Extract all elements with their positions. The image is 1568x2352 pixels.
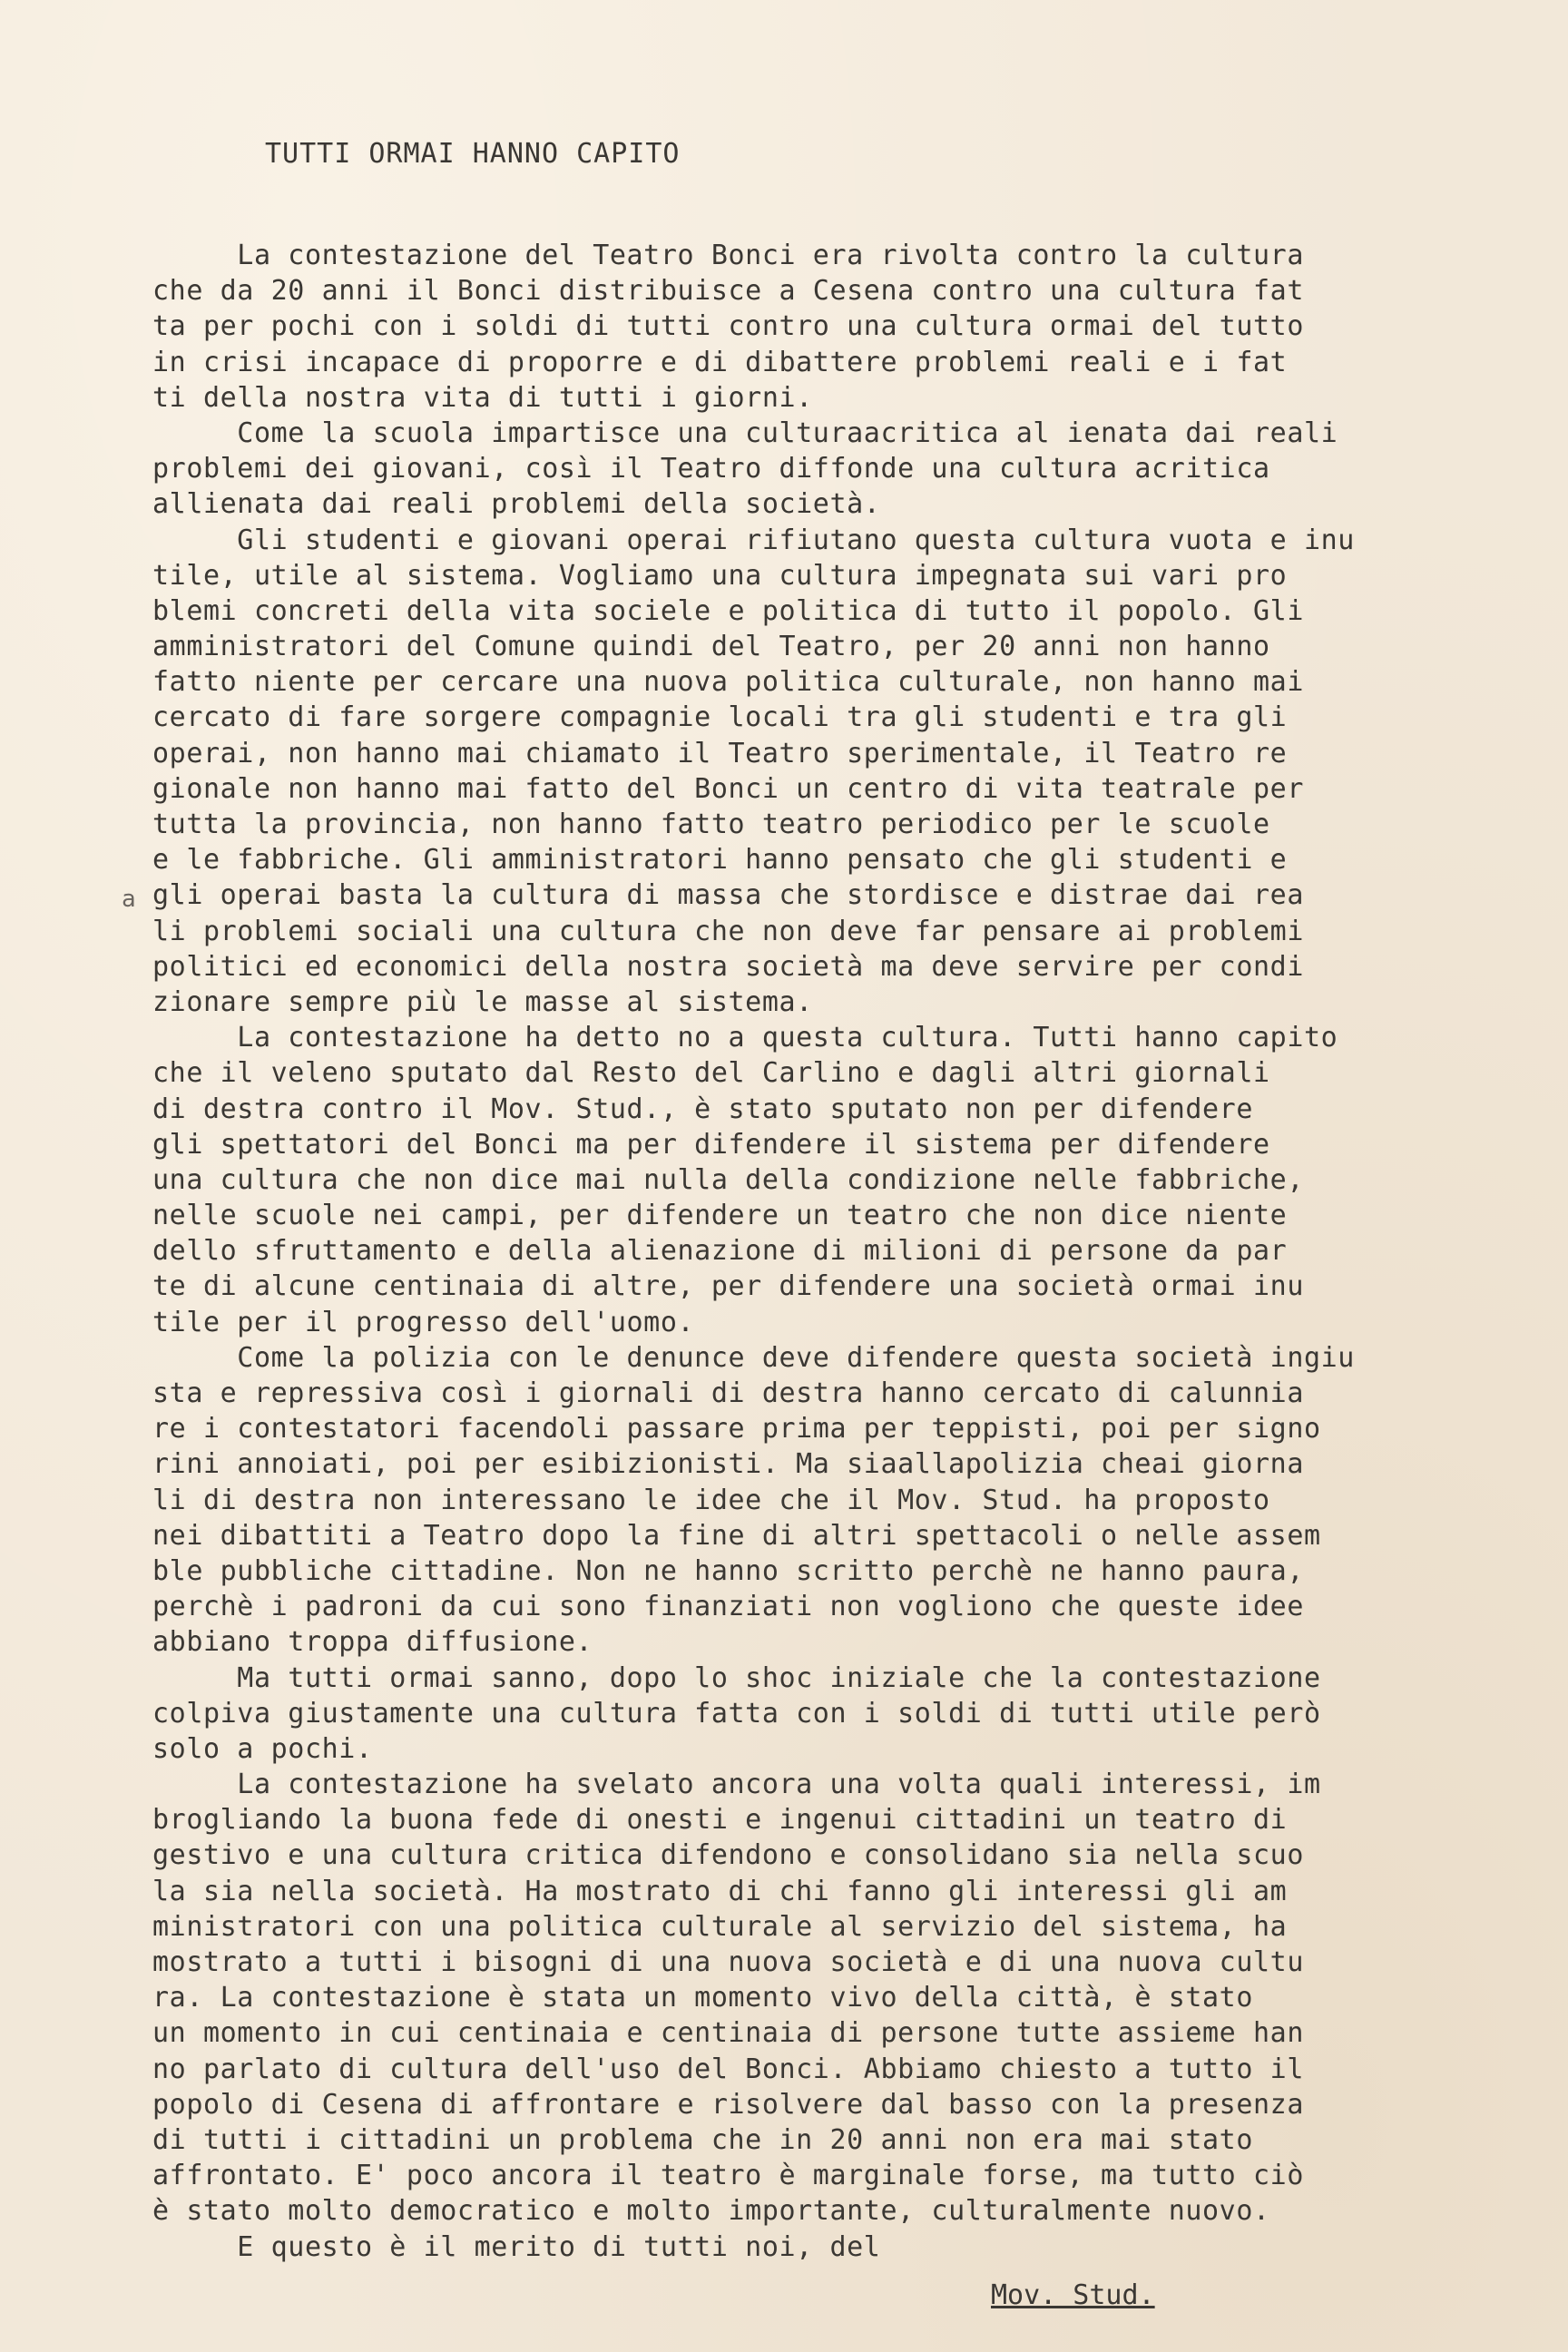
text-line: ta per pochi con i soldi di tutti contro una cultura ormai del tutto bbox=[152, 310, 1304, 343]
document-body bbox=[152, 238, 1441, 2265]
text-line: sta e repressiva così i giornali di destra hanno cercato di calunnia bbox=[152, 1377, 1304, 1409]
text-line: politici ed economici della nostra società ma deve servire per condi bbox=[152, 950, 1304, 983]
text-line: E questo è il merito di tutti noi, del bbox=[152, 2230, 881, 2263]
text-line: Gli studenti e giovani operai rifiutano questa cultura vuota e inu bbox=[152, 524, 1355, 556]
text-line: la sia nella società. Ha mostrato di chi fanno gli interessi gli am bbox=[152, 1875, 1288, 1907]
text-line: gli spettatori del Bonci ma per difendere il sistema per difendere bbox=[152, 1128, 1270, 1161]
margin-mark: a bbox=[122, 886, 136, 913]
text-line: gli operai basta la cultura di massa che stordisce e distrae dai rea bbox=[152, 879, 1304, 912]
text-line: affrontato. E' poco ancora il teatro è marginale forse, ma tutto ciò bbox=[152, 2160, 1304, 2192]
text-line: di tutti i cittadini un problema che in 20 anni non era mai stato bbox=[152, 2123, 1253, 2156]
text-line: un momento in cui centinaia e centinaia di persone tutte assieme han bbox=[152, 2017, 1304, 2050]
text-line: problemi dei giovani, così il Teatro diffonde una cultura acritica bbox=[152, 453, 1270, 485]
text-line: mostrato a tutti i bisogni di una nuova società e di una nuova cultu bbox=[152, 1946, 1304, 1978]
text-line: che il veleno sputato dal Resto del Carlino e dagli altri giornali bbox=[152, 1057, 1270, 1090]
text-line: Come la polizia con le denunce deve difendere questa società ingiu bbox=[152, 1341, 1355, 1374]
text-line: nelle scuole nei campi, per difendere un teatro che non dice niente bbox=[152, 1200, 1288, 1232]
text-line: allienata dai reali problemi della società. bbox=[152, 488, 881, 521]
text-line: tutta la provincia, non hanno fatto teatro periodico per le scuole bbox=[152, 808, 1270, 840]
text-line: e le fabbriche. Gli amministratori hanno pensato che gli studenti e bbox=[152, 844, 1288, 877]
text-line: popolo di Cesena di affrontare e risolvere dal basso con la presenza bbox=[152, 2088, 1304, 2121]
text-line: dello sfruttamento e della alienazione di milioni di persone da par bbox=[152, 1235, 1288, 1268]
text-line: rini annoiati, poi per esibizionisti. Ma siaallapolizia cheai giorna bbox=[152, 1448, 1304, 1481]
text-line: ra. La contestazione è stata un momento vivo della città, è stato bbox=[152, 1982, 1253, 2014]
text-line: abbiano troppa diffusione. bbox=[152, 1626, 593, 1659]
document-title: TUTTI ORMAI HANNO CAPITO bbox=[265, 138, 681, 170]
text-line: La contestazione ha svelato ancora una volta quali interessi, im bbox=[152, 1769, 1321, 1801]
text-line: Come la scuola impartisce una culturaacritica al ienata dai reali bbox=[152, 416, 1338, 449]
text-line: perchè i padroni da cui sono finanziati non vogliono che queste idee bbox=[152, 1591, 1304, 1623]
text-line: colpiva giustamente una cultura fatta con i soldi di tutti utile però bbox=[152, 1697, 1321, 1730]
text-line: Ma tutti ormai sanno, dopo lo shoc iniziale che la contestazione bbox=[152, 1661, 1321, 1694]
text-line: tile per il progresso dell'uomo. bbox=[152, 1306, 695, 1338]
text-line: nei dibattiti a Teatro dopo la fine di altri spettacoli o nelle assem bbox=[152, 1519, 1321, 1552]
text-line: una cultura che non dice mai nulla della condizione nelle fabbriche, bbox=[152, 1163, 1304, 1196]
text-line: amministratori del Comune quindi del Teatro, per 20 anni non hanno bbox=[152, 631, 1270, 663]
text-line: operai, non hanno mai chiamato il Teatro sperimentale, il Teatro re bbox=[152, 737, 1288, 769]
text-line: zionare sempre più le masse al sistema. bbox=[152, 985, 813, 1018]
text-line: in crisi incapace di proporre e di dibattere problemi reali e i fat bbox=[152, 346, 1288, 378]
text-line: tile, utile al sistema. Vogliamo una cultura impegnata sui vari pro bbox=[152, 559, 1288, 592]
text-line: gionale non hanno mai fatto del Bonci un centro di vita teatrale per bbox=[152, 772, 1304, 805]
text-line: ministratori con una politica culturale al servizio del sistema, ha bbox=[152, 1910, 1288, 1943]
text-line: te di alcune centinaia di altre, per difendere una società ormai inu bbox=[152, 1270, 1304, 1303]
text-line: La contestazione ha detto no a questa cultura. Tutti hanno capito bbox=[152, 1022, 1338, 1054]
text-line: gestivo e una cultura critica difendono e consolidano sia nella scuo bbox=[152, 1839, 1304, 1872]
text-line: li di destra non interessano le idee che il Mov. Stud. ha proposto bbox=[152, 1484, 1270, 1516]
text-line: cercato di fare sorgere compagnie locali tra gli studenti e tra gli bbox=[152, 701, 1288, 734]
text-line: che da 20 anni il Bonci distribuisce a Cesena contro una cultura fat bbox=[152, 275, 1304, 308]
text-line: li problemi sociali una cultura che non deve far pensare ai problemi bbox=[152, 915, 1304, 947]
text-line: blemi concreti della vita sociele e politica di tutto il popolo. Gli bbox=[152, 594, 1304, 627]
text-line: è stato molto democratico e molto importante, culturalmente nuovo. bbox=[152, 2195, 1270, 2228]
text-line: re i contestatori facendoli passare prima per teppisti, poi per signo bbox=[152, 1413, 1321, 1446]
text-line: ble pubbliche cittadine. Non ne hanno scritto perchè ne hanno paura, bbox=[152, 1554, 1304, 1587]
signature: Mov. Stud. bbox=[991, 2279, 1155, 2311]
text-line: brogliando la buona fede di onesti e ingenui cittadini un teatro di bbox=[152, 1804, 1288, 1837]
text-line: no parlato di cultura dell'uso del Bonci. Abbiamo chiesto a tutto il bbox=[152, 2053, 1304, 2085]
text-line: La contestazione del Teatro Bonci era rivolta contro la cultura bbox=[152, 240, 1304, 271]
text-line: di destra contro il Mov. Stud., è stato sputato non per difendere bbox=[152, 1093, 1253, 1125]
text-line: fatto niente per cercare una nuova politica culturale, non hanno mai bbox=[152, 666, 1304, 699]
text-line: solo a pochi. bbox=[152, 1732, 373, 1765]
text-line: ti della nostra vita di tutti i giorni. bbox=[152, 381, 813, 414]
